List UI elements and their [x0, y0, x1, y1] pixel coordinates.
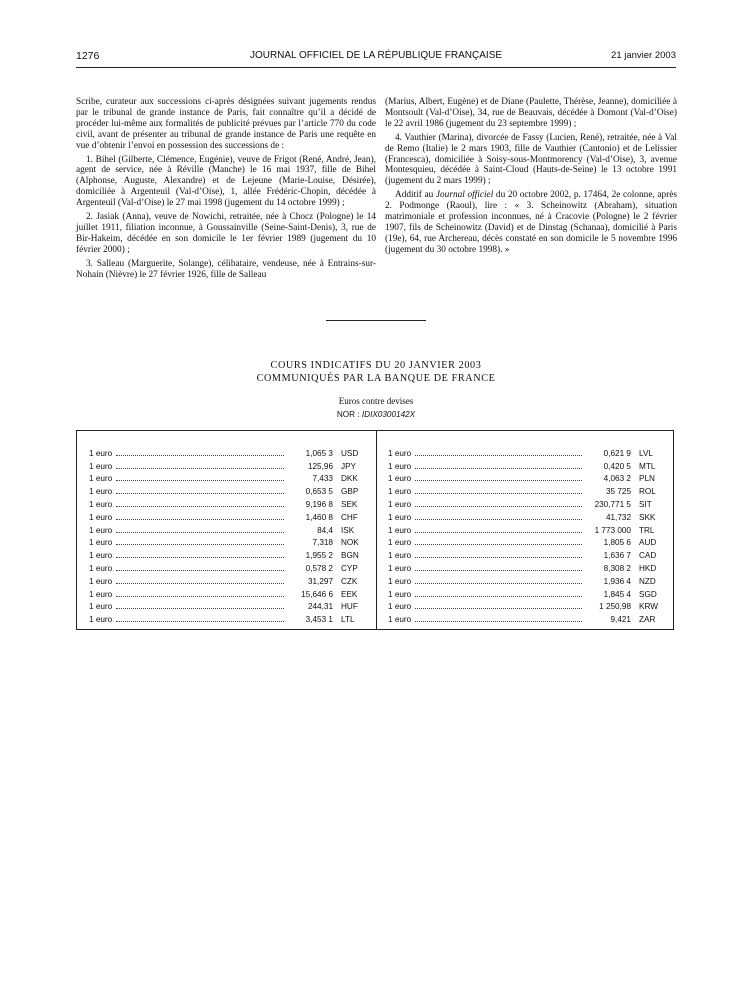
- rate-row: [89, 471, 367, 484]
- rate-row: [388, 611, 665, 624]
- dot-leader: [415, 582, 582, 584]
- currency-code: BGN: [341, 551, 359, 561]
- additif-journal-name: Journal officiel: [435, 190, 494, 201]
- rate-label: 1 euro: [388, 448, 412, 458]
- rate-row: [89, 509, 367, 522]
- rate-row: [89, 522, 367, 535]
- currency-code: SGD: [639, 589, 657, 599]
- dot-leader: [415, 492, 582, 494]
- rate-value: 4,063 2: [603, 474, 631, 484]
- dot-leader: [415, 569, 582, 571]
- nor-code: IDIX0300142X: [361, 410, 416, 419]
- dot-leader: [415, 595, 582, 597]
- page-number: 1276: [76, 50, 100, 62]
- rate-value: 15,646 6: [301, 589, 333, 599]
- rates-title-line-1: COURS INDICATIFS DU 20 JANVIER 2003: [270, 360, 482, 371]
- dot-leader: [116, 582, 284, 584]
- rate-label: 1 euro: [388, 499, 412, 509]
- rate-value: 8,308 2: [603, 563, 631, 573]
- rate-value: 9,196 8: [305, 499, 333, 509]
- rate-label: 1 euro: [388, 461, 412, 471]
- rate-value: 1,460 8: [305, 512, 333, 522]
- rate-label: 1 euro: [388, 512, 412, 522]
- currency-code: SKK: [639, 512, 656, 522]
- currency-code: CAD: [639, 551, 657, 561]
- table-column-divider: [376, 431, 377, 629]
- dot-leader: [415, 543, 582, 545]
- rate-label: 1 euro: [89, 461, 113, 471]
- section-divider: [326, 320, 426, 321]
- rate-label: 1 euro: [89, 525, 113, 535]
- rate-label: 1 euro: [89, 538, 113, 548]
- currency-code: ROL: [639, 487, 656, 497]
- dot-leader: [415, 467, 582, 469]
- currency-code: USD: [341, 448, 359, 458]
- dot-leader: [116, 569, 284, 571]
- currency-code: SEK: [341, 499, 358, 509]
- currency-code: CZK: [341, 576, 358, 586]
- rate-label: 1 euro: [388, 615, 412, 625]
- succession-item-3: 3. Salleau (Marguerite, Solange), célibataire, vendeuse, née à Entrains-sur-Nohain (Nièvre) le 27 février 1926, fille de Salleau: [76, 258, 376, 280]
- rate-value: 1 773 000: [594, 525, 631, 535]
- succession-item-2: 2. Jasiak (Anna), veuve de Nowichi, retraitée, née à Chocz (Pologne) le 14 juillet 1911, filiation inconnue, à Goussainville (Seine-Saint-Denis), 3, rue de Bir-Hakeim, décédée en son domicile le 1er février 1989 (jugement du 10 février 2000) ;: [76, 212, 376, 255]
- header-rule: [76, 67, 676, 68]
- rate-row: [388, 471, 665, 484]
- dot-leader: [116, 556, 284, 558]
- rate-label: 1 euro: [89, 474, 113, 484]
- currency-code: EEK: [341, 589, 358, 599]
- rate-label: 1 euro: [388, 487, 412, 497]
- rate-value: 7,433: [312, 474, 333, 484]
- rate-value: 3,453 1: [305, 615, 333, 625]
- rate-value: 1 250,98: [599, 602, 631, 612]
- rate-value: 1,936 4: [603, 576, 631, 586]
- rate-value: 0,653 5: [305, 487, 333, 497]
- nor-reference: [76, 410, 676, 419]
- dot-leader: [415, 479, 582, 481]
- rate-row: [388, 560, 665, 573]
- currency-code: AUD: [639, 538, 657, 548]
- currency-code: PLN: [639, 474, 655, 484]
- rate-row: [89, 599, 367, 612]
- rate-label: 1 euro: [89, 615, 113, 625]
- rate-row: [388, 458, 665, 471]
- rate-row: [89, 535, 367, 548]
- currency-code: HUF: [341, 602, 358, 612]
- dot-leader: [116, 454, 284, 456]
- currency-code: NOK: [341, 538, 359, 548]
- dot-leader: [116, 505, 284, 507]
- rate-row: [388, 547, 665, 560]
- rate-value: 230,771 5: [594, 499, 631, 509]
- rate-label: 1 euro: [388, 551, 412, 561]
- dot-leader: [116, 620, 284, 622]
- dot-leader: [116, 479, 284, 481]
- dot-leader: [116, 595, 284, 597]
- currency-code: ISK: [341, 525, 355, 535]
- succession-item-4: 4. Vauthier (Marina), divorcée de Fassy (Lucien, René), retraitée, née à Val de Remo (Italie) le 2 mars 1903, fille de Vauthier (Cantonio) et de Lelissier (Francesca), domiciliée à Soisy-sous-Montmorency (Val-d’Oise), 3, avenue Montesquieu, décédée à Saint-Cloud (Hauts-de-Seine) le 13 octobre 1991 (jugement du 2 mars 1999) ;: [385, 132, 677, 187]
- rate-row: [388, 599, 665, 612]
- rates-title-line-2: COMMUNIQUÉS PAR LA BANQUE DE FRANCE: [256, 373, 496, 384]
- journal-title: JOURNAL OFFICIEL DE LA RÉPUBLIQUE FRANÇAISE: [249, 50, 503, 61]
- rate-value: 9,421: [610, 615, 631, 625]
- rate-label: 1 euro: [89, 448, 113, 458]
- rate-label: 1 euro: [388, 589, 412, 599]
- rate-value: 1,845 4: [603, 589, 631, 599]
- rate-label: 1 euro: [89, 602, 113, 612]
- currency-code: LTL: [341, 615, 355, 625]
- succession-item-1: 1. Bihel (Gilberte, Clémence, Eugénie), veuve de Frigot (René, André, Jean), agent de service, née à Réville (Manche) le 16 mai 1937, fille de Bihel (Alphonse, Auguste, Alexandre) et de Lejeune (Marie-Louise, Désirée), domiciliée à Argenteuil (Val-d’Oise), 1, allée Frédéric-Chopin, décédée à Argenteuil (Val-d’Oise) le 27 mai 1998 (jugement du 14 octobre 1999) ;: [76, 154, 376, 209]
- rate-row: [388, 522, 665, 535]
- dot-leader: [116, 492, 284, 494]
- rates-left-column: [89, 445, 367, 624]
- rate-value: 0,621 9: [603, 448, 631, 458]
- right-text-column: [385, 97, 677, 259]
- additif-prefix: Additif au: [395, 190, 434, 201]
- rate-row: [89, 483, 367, 496]
- rate-value: 0,420 5: [603, 461, 631, 471]
- rate-value: 31,297: [307, 576, 333, 586]
- rate-value: 35 725: [605, 487, 631, 497]
- dot-leader: [415, 518, 582, 520]
- rate-label: 1 euro: [89, 576, 113, 586]
- rate-label: 1 euro: [388, 525, 412, 535]
- rate-row: [388, 445, 665, 458]
- rate-label: 1 euro: [388, 538, 412, 548]
- rate-label: 1 euro: [89, 551, 113, 561]
- currency-code: MTL: [639, 461, 656, 471]
- currency-code: TRL: [639, 525, 655, 535]
- rate-label: 1 euro: [388, 576, 412, 586]
- dot-leader: [116, 607, 284, 609]
- currency-code: CHF: [341, 512, 358, 522]
- currency-code: ZAR: [639, 615, 656, 625]
- dot-leader: [415, 607, 582, 609]
- rate-row: [388, 573, 665, 586]
- page-header: [76, 50, 676, 66]
- rate-row: [89, 547, 367, 560]
- rate-value: 1,805 6: [603, 538, 631, 548]
- currency-code: KRW: [639, 602, 658, 612]
- succession-item-3-continued: (Marius, Albert, Eugène) et de Diane (Paulette, Thérèse, Jeanne), domiciliée à Montsoult (Val-d’Oise), 34, rue de Beauvais, décédée à Domont (Val-d’Oise) le 22 avril 1986 (jugement du 23 septembre 1999) ;: [385, 97, 677, 129]
- rate-value: 7,318: [312, 538, 333, 548]
- rate-value: 1,955 2: [305, 551, 333, 561]
- rate-label: 1 euro: [89, 563, 113, 573]
- dot-leader: [415, 556, 582, 558]
- rate-value: 0,578 2: [305, 563, 333, 573]
- currency-code: GBP: [341, 487, 359, 497]
- additif-paragraph: [385, 190, 677, 255]
- rate-row: [388, 509, 665, 522]
- additif-text: du 20 octobre 2002, p. 17464, 2e colonne, après 2. Podmonge (Raoul), lire : « 3. Scheinowitz (Abraham), situation matrimoniale et profession inconnues, né à Cracovie (Pologne) le 2 février 1907, fils de Scheinowitz (David) et de Dinstag (Schanaa), domicilié à Paris (19e), 64, rue Archereau, décès constaté en son domicile le 5 novembre 1996 (jugement du 30 octobre 1998). »: [385, 190, 678, 255]
- rate-row: [89, 458, 367, 471]
- rate-row: [89, 611, 367, 624]
- currency-code: JPY: [341, 461, 357, 471]
- currency-code: HKD: [639, 563, 657, 573]
- rate-row: [388, 496, 665, 509]
- rates-right-column: [388, 445, 665, 624]
- rate-value: 84,4: [317, 525, 333, 535]
- currency-code: DKK: [341, 474, 358, 484]
- rate-value: 1,636 7: [603, 551, 631, 561]
- currency-code: NZD: [639, 576, 656, 586]
- nor-label: NOR :: [336, 410, 360, 419]
- rate-row: [89, 573, 367, 586]
- rate-value: 125,96: [307, 461, 333, 471]
- currency-code: LVL: [639, 448, 653, 458]
- rate-value: 244,31: [307, 602, 333, 612]
- issue-date: 21 janvier 2003: [611, 50, 676, 61]
- rate-row: [388, 483, 665, 496]
- left-text-column: [76, 97, 376, 284]
- rate-label: 1 euro: [89, 487, 113, 497]
- rate-value: 1,065 3: [305, 448, 333, 458]
- rate-label: 1 euro: [388, 563, 412, 573]
- rates-subtitle: Euros contre devises: [338, 396, 414, 406]
- rate-value: 41,732: [605, 512, 631, 522]
- exchange-rates-table: [76, 430, 674, 630]
- currency-code: CYP: [341, 563, 358, 573]
- rate-row: [388, 535, 665, 548]
- intro-paragraph: Scribe, curateur aux successions ci-après désignées suivant jugements rendus par le tribunal de grande instance de Paris, fait connaître qu’il a décidé de procéder lui-même aux formalités de publicité prévues par l’article 770 du code civil, avant de présenter au tribunal de grande instance de Paris une requête en vue d’obtenir l’envoi en possession des successions de :: [76, 97, 376, 151]
- rate-label: 1 euro: [388, 602, 412, 612]
- rate-label: 1 euro: [89, 512, 113, 522]
- dot-leader: [116, 467, 284, 469]
- dot-leader: [415, 531, 582, 533]
- dot-leader: [415, 454, 582, 456]
- dot-leader: [116, 531, 284, 533]
- dot-leader: [116, 518, 284, 520]
- rate-label: 1 euro: [89, 499, 113, 509]
- dot-leader: [415, 505, 582, 507]
- dot-leader: [116, 543, 284, 545]
- rate-label: 1 euro: [89, 589, 113, 599]
- currency-code: SIT: [639, 499, 652, 509]
- rate-row: [89, 560, 367, 573]
- rate-row: [89, 586, 367, 599]
- dot-leader: [415, 620, 582, 622]
- rate-row: [388, 586, 665, 599]
- rate-row: [89, 445, 367, 458]
- rate-label: 1 euro: [388, 474, 412, 484]
- rate-row: [89, 496, 367, 509]
